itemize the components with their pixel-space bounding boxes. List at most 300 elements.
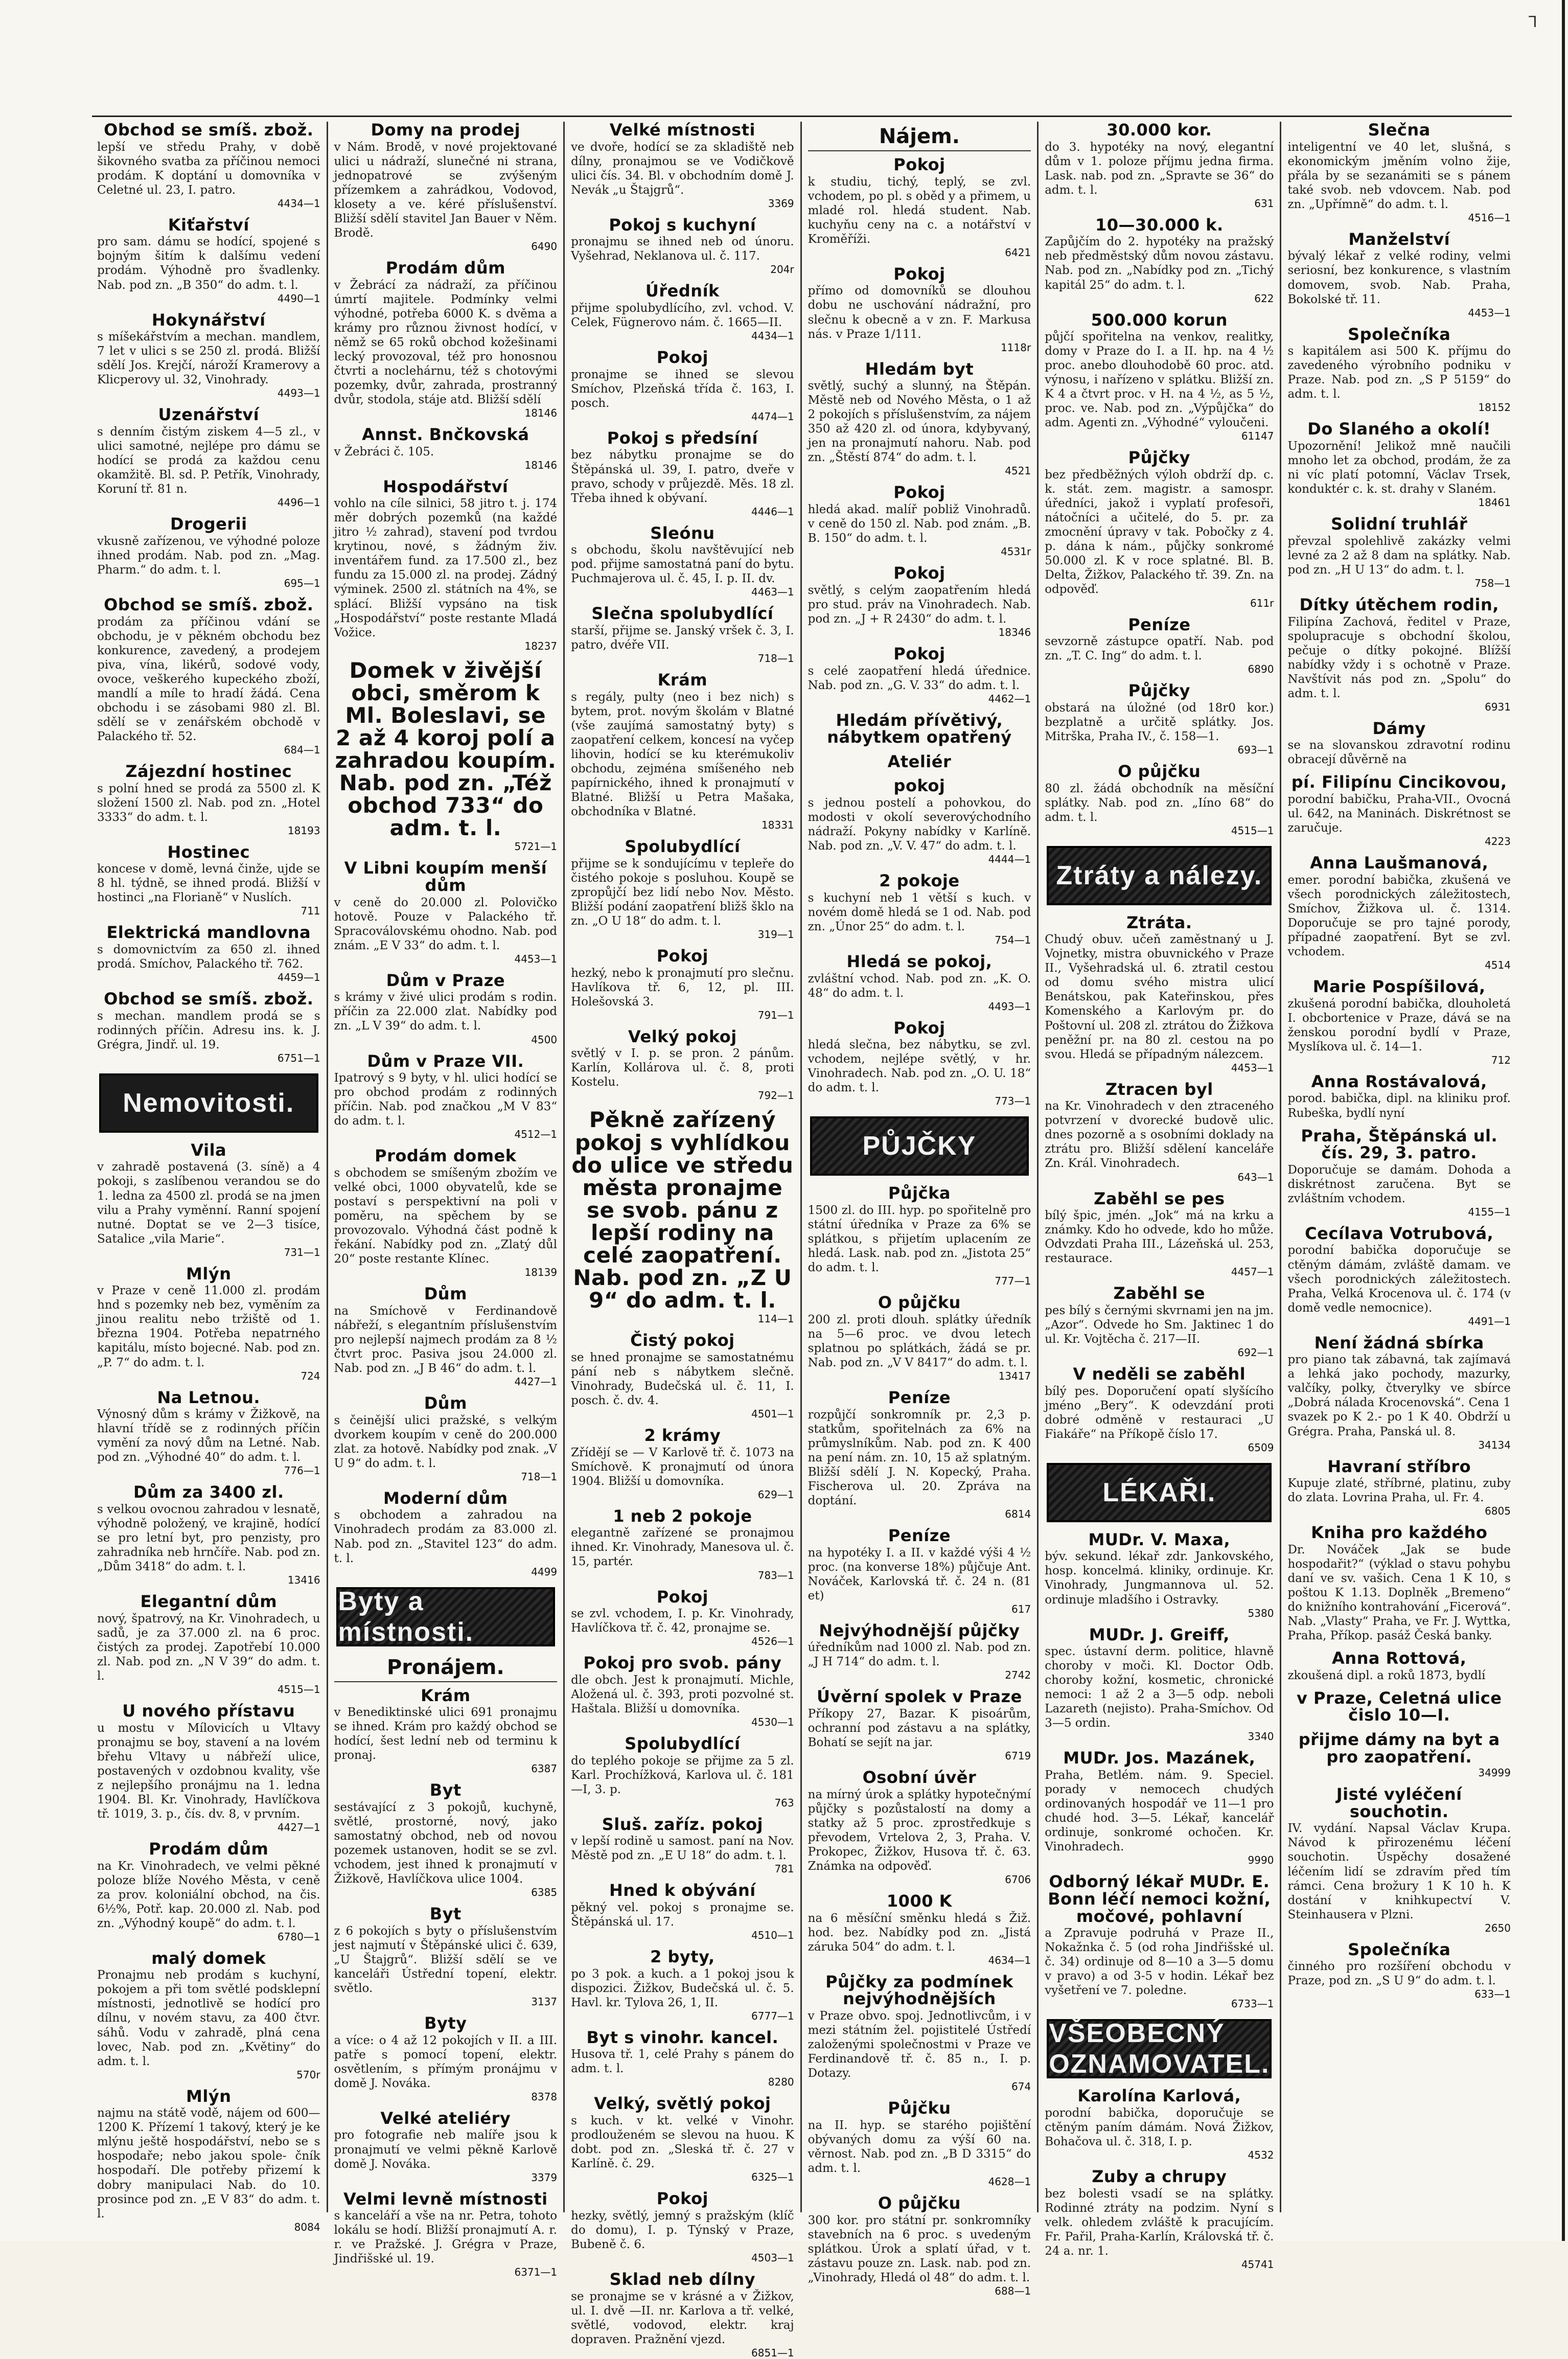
classified-ad: [808, 777, 1031, 865]
ad-body: zkoušená dipl. a roků 1873, bydlí: [1287, 1668, 1486, 1682]
ad-title: Kiťařství: [168, 215, 249, 235]
classified-ad: [808, 646, 1031, 705]
ad-title: Dámy: [1372, 718, 1426, 738]
ad-code: 763: [774, 1796, 794, 1809]
ad-title: Spolubydlící: [625, 1733, 741, 1753]
ad-body: v Žebráci č. 105.: [334, 445, 434, 459]
ad-body: přímo od domovníků se dlouhou dobu ne uschování nádražní, pro slečnu k obecně a v zn. F. Markusa nás. v Praze 1/111.: [808, 284, 1031, 341]
classified-ad: [1045, 763, 1274, 837]
ad-title: 1000 K: [886, 1891, 952, 1911]
section-banner: Nemovitosti.: [99, 1073, 318, 1133]
ad-code: 4496—1: [277, 496, 320, 509]
classified-ad: [334, 478, 558, 652]
classified-ad: [808, 361, 1031, 477]
ad-code: 4521: [1005, 465, 1031, 477]
ad-code: 4493—1: [988, 1000, 1031, 1013]
classified-ad: [571, 1949, 794, 2022]
ad-body: Husova tř. 1, celé Prahy s pánem do adm. t. l.: [571, 2048, 794, 2076]
ad-title: Peníze: [1128, 614, 1191, 634]
ad-title: Hledám přívětivý, nábytkem opatřený: [827, 710, 1012, 747]
ad-title: 2 pokoje: [879, 871, 960, 891]
ad-body: zkušená porodní babička, dlouholetá I. obcbortenice v Praze, dává se na ženskou porodní bydlí v Praze, Myslíkova ul. č. 14—1.: [1287, 997, 1511, 1053]
ad-body: porod. babička, dipl. na kliniku prof. Rubeška, bydlí nyní: [1287, 1092, 1511, 1120]
ad-title: Ztráta.: [1126, 912, 1192, 932]
ad-title: Velký pokoj: [628, 1026, 737, 1046]
ad-body: porodní babička doporučuje se ctěným dámám, zvláště damam. ve všech porodnických záležitostech. Praha, Velká Krocenova ul. č. 174 (v domě vedle nemocnice).: [1287, 1244, 1511, 1315]
ad-title: Zuby a chrupy: [1092, 2167, 1227, 2187]
ad-code: 6509: [1248, 1441, 1274, 1454]
classified-ad: [1045, 2168, 1274, 2271]
ad-code: 34134: [1478, 1438, 1511, 1451]
ad-code: 4155—1: [1468, 1205, 1511, 1218]
ad-title: Úředník: [645, 281, 720, 301]
classified-ad: [1045, 312, 1274, 443]
ad-title: Dům v Praze VII.: [367, 1051, 524, 1071]
classified-ad: [1287, 594, 1511, 713]
ad-title: Pokoj: [656, 2189, 709, 2209]
ad-title: MUDr. J. Greiff,: [1089, 1624, 1230, 1644]
column-2: [327, 120, 564, 2279]
ad-title: Dům: [424, 1393, 467, 1413]
ad-code: 617: [1011, 1602, 1031, 1615]
section-banner: PŮJČKY: [810, 1116, 1029, 1176]
ad-code: 6780—1: [277, 1930, 320, 1943]
ad-code: 631: [1254, 197, 1274, 210]
ad-title: Dům za 3400 zl.: [133, 1482, 284, 1502]
classified-ad: [808, 565, 1031, 638]
ad-code: 204r: [770, 263, 794, 276]
ad-code: 4474—1: [751, 410, 794, 423]
column-5: [1037, 120, 1280, 2271]
ad-body: s krámy v živé ulici prodám s rodin. příčin za 22.000 zlat. Nabídky pod zn. „L V 39“ do adm. t. l.: [334, 991, 558, 1033]
ad-body: bez bolesti vsadí se na splátky. Rodinné ztráty na podzim. Nyní s velk. ohledem zvláště k pracujícím. Fr. Pařil, Praha-Karlín, Královská tř. č. 24 a. nr. 1.: [1045, 2187, 1274, 2258]
ad-code: 4462—1: [988, 692, 1031, 705]
ad-body: Chudý obuv. učeň zaměstnaný u J. Vojnetky, mistra obuvnického v Praze II., Vyšehradská ul. 6. ztratil cestou od domu svého mistra ulicí Benátskou, pak Kateřinskou, přes Komenského a Karlovým pr. do Poštovní ul. 208 zl. ztrátou do Žižkova peněžní pr. na 80 zl. cestou na po svou. Hledá se případným nálezcem.: [1045, 933, 1274, 1061]
ad-title: U nového přístavu: [122, 1701, 295, 1721]
classified-ad: [571, 672, 794, 831]
ad-body: zvláštní vchod. Nab. pod zn. „K. O. 48“ do adm. t. l.: [808, 972, 1031, 1000]
ad-title: Jisté vyléčení souchotin.: [1336, 1784, 1462, 1821]
ad-code: 4446—1: [751, 505, 794, 518]
ad-code: 6751—1: [277, 1051, 320, 1064]
ad-body: půjčí spořitelna na venkov, realitky, domy v Praze do I. a II. hp. na 4 ½ proc. anebo dlouhodobě 60 proc. atd. výnosu, i nařízeno v splátku. Bližší zn. K 4 a čtvrt proc. v H. na 4 ½, as 5 ½, proc. ve. Nab. pod zn. „Výpůjčka“ do adm. Agenti zn. „Výhodné“ vyloučeni.: [1045, 330, 1274, 430]
ad-code: 2650: [1485, 1921, 1511, 1934]
ad-title: 30.000 kor.: [1106, 120, 1212, 140]
classified-ad: [571, 838, 794, 941]
ad-title: Anna Rostávalová,: [1311, 1071, 1487, 1091]
ad-code: 4453—1: [1468, 306, 1511, 319]
ad-title: Moderní dům: [383, 1488, 508, 1508]
ad-title: Velké ateliéry: [380, 2108, 511, 2128]
ad-title: Byt: [429, 1904, 462, 1924]
ad-body: s regály, pulty (neo i bez nich) s bytem, prot. novým školám v Blatné (vše zaujímá samostatný byty) s zaopatření celkem, koncesí na vyčep lihovin, hodící se ku kterémukoliv obchodu, zejména smíšeného neb papírnického, ihned k pronajmutí v Blatné. Bližší u Petra Mašaka, obchodníka v Blatné.: [571, 690, 794, 819]
classified-ad: [808, 753, 1031, 771]
ad-title: Obchod se smíš. zbož.: [104, 594, 314, 614]
ad-body: ve dvoře, hodící se za skladiště neb dílny, pronajmou se ve Vodičkově ulici čís. 34. Bl. v obchodním domě J. Nevák „u Štajgrů“.: [571, 140, 794, 197]
classified-ad: [1045, 1873, 1274, 2010]
ad-code: 570r: [296, 2068, 320, 2081]
ad-code: 13416: [287, 1574, 320, 1587]
classified-ad: [571, 2271, 794, 2359]
ad-body: světlý, s celým zaopatřením hledá pro stud. práv na Vinohradech. Nab. pod zn. „J + R 2430“ do adm. t. l.: [808, 583, 1031, 626]
ad-body: světlý, suchý a slunný, na Štěpán. Městě neb od Nového Města, o 1 až 2 pokojích s příslušenstvím, za nájem 350 až 420 zl. od února, kdybyvaný, jen na pronajmutí nahoru. Nab. pod zn. „Štěstí 874“ do adm. t. l.: [808, 379, 1031, 465]
ad-title: Marie Pospíšilová,: [1312, 977, 1486, 997]
ad-title: Půjčky: [1128, 448, 1190, 468]
ad-title: Annst. Bnčkovská: [362, 424, 529, 444]
ad-code: 773—1: [995, 1095, 1031, 1108]
ad-body: sestávající z 3 pokojů, kuchyně, světlé, prostorné, nový, jako samostatný obchod, neb od novou pozemek ustanoven, hodit se se zvl. vchodem, jest ihned k pronajmutí v Žižkově, Havlíčkova ulice 1004.: [334, 1800, 558, 1886]
ad-body: v lepší rodině u samost. paní na Nov. Městě pod zn. „E U 18“ do adm. t. l.: [571, 1835, 794, 1863]
ad-title: MUDr. V. Maxa,: [1088, 1529, 1231, 1549]
section-banner: LÉKAŘI.: [1047, 1463, 1272, 1522]
ad-code: 6719: [1005, 1750, 1031, 1762]
ad-body: obstará na úložné (od 18r0 kor.) bezplatně a určitě splátky. Jos. Mitrška, Praha IV., č. 158—1.: [1045, 701, 1274, 743]
classified-ad: [97, 1266, 320, 1382]
ad-code: 695—1: [284, 577, 320, 589]
classified-ad: [334, 2110, 558, 2184]
ad-code: 611r: [1250, 597, 1274, 609]
ad-body: na mírný úrok a splátky hypotečnýmí půjčky s pozůstalostí na domy a statky až 5 proc. zprostředkuje s převodem, Vrtelova 2, 3, Praha. V. Prokopec, Žižkov, Husova tř. č. 63. Známka na odpověď.: [808, 1788, 1031, 1873]
ad-body: se zvl. vchodem, I. p. Kr. Vinohrady, Havlíčkova tř. č. 42, pronajme se.: [571, 1607, 794, 1635]
ad-code: 4514: [1485, 959, 1511, 972]
ad-body: pro sam. dámu se hodící, spojené s bojným šitím k dalšímu vedení prodám. Výhodně pro švadlenky. Nab. pod zn. „B 350“ do adm. t. l.: [97, 235, 320, 292]
ad-body: Upozornění! Jelikož mně naučili mnoho let za obchod, prodám, že za ni víc platí potomní, Václav Trsek, konduktér c. k. st. drahy v Slaném.: [1287, 439, 1511, 496]
ad-title: V neděli se zaběhl: [1073, 1364, 1246, 1384]
ad-body: v ceně do 20.000 zl. Polovičko hotově. Pouze v Palackého tř. Spracoválovskému ohodno. Nab. pod znám. „E V 33“ do adm. t. l.: [334, 896, 558, 952]
classified-ad: [97, 1841, 320, 1943]
ad-title: Cecílava Votrubová,: [1305, 1223, 1494, 1243]
classified-ad: [1287, 1941, 1511, 2001]
ad-body: najmu na státě vodě, nájem od 600—1200 K. Přízemí 1 takový, který je ke mlýnu ještě hospodářství, nebo se s hospodaře; nebo jakou spole- čník hospodaří. Dle potřeby přizemí k dobry manipulaci Nab. do 10. prosince pod zn. „E V 83“ do adm. t. l.: [97, 2106, 320, 2220]
classified-ad: [571, 1332, 794, 1420]
ad-code: 4510—1: [751, 1929, 794, 1942]
ad-code: 4493—1: [277, 387, 320, 400]
classified-ad: [808, 2100, 1031, 2188]
ad-code: 688—1: [995, 2284, 1031, 2297]
classified-ad: [571, 1589, 794, 1648]
ad-title: Pěkně zařízený pokoj s vyhlídkou do ulice ve středu města pronajme se svob. pánu z lepší rodiny na celé zaopatření. Nab. pod zn. „Z U 9“ do adm. t. l.: [571, 1107, 794, 1313]
ad-title: Prodám dům: [149, 1839, 269, 1859]
classified-ad: [808, 1527, 1031, 1615]
ad-title: Velké místnosti: [609, 120, 755, 140]
classified-ad: [334, 1490, 558, 1578]
ad-title: Pokoj: [656, 946, 709, 966]
ad-code: 4223: [1485, 835, 1511, 848]
classified-ad: [1287, 1786, 1511, 1934]
classified-ad: [1287, 1650, 1511, 1683]
ad-body: s celé zaopatření hledá úřednice. Nab. pod zn. „G. V. 33“ do adm. t. l.: [808, 664, 1031, 692]
classified-ad: [571, 122, 794, 210]
ad-title: Krám: [421, 1685, 471, 1705]
classified-ad: [97, 1703, 320, 1834]
classified-ad: [571, 525, 794, 599]
ad-title: Zaběhl se pes: [1094, 1188, 1225, 1208]
ad-title: Na Letnou.: [157, 1387, 261, 1407]
ad-code: 777—1: [995, 1275, 1031, 1288]
ad-body: v Nám. Brodě, v nové projektované ulici u nádraží, slunečné ni strana, jednopatrové se zvýšeným přízemkem a zahrádkou, Vodovod, klosety a ve. kéré příslušenství. Bližší sdělí stavitel Jan Bauer v Něm. Brodě.: [334, 140, 558, 240]
classified-ad: [1045, 217, 1274, 305]
ad-code: 731—1: [284, 1246, 320, 1258]
ad-body: bývalý lékař z velké rodiny, velmi seriosní, bez konkurence, s vlastním domovem, svob. Nab. Praha, Bokolské tř. 11.: [1287, 249, 1511, 306]
ad-body: na Smíchově v Ferdinandově nábřeží, s elegantním příslušenstvím pro nejlepší najmech prodám za 8 ½ čtvrt proc. Pasiva jsou 24.000 zl. Nab. pod zn. „J B 46“ do adm. t. l.: [334, 1304, 558, 1375]
classified-ad: [97, 763, 320, 837]
classified-ad: [1287, 516, 1511, 589]
ad-title: Obchod se smíš. zbož.: [104, 120, 314, 140]
ad-body: v Praze v ceně 11.000 zl. prodám hnd s pozemky neb bez, vyměním za jinou realitu nebo tržiště od 1. března 1904. Potřeba nepatrného kapitálu, místo bojecné. Nab. pod zn. „P. 7“ do adm. t. l.: [97, 1284, 320, 1369]
ad-code: 724: [301, 1369, 320, 1382]
ad-body: pronajmu se ihned neb od únoru. Vyšehrad, Neklanova ul. č. 117.: [571, 235, 794, 263]
ad-body: emer. porodní babička, zkušená ve všech porodnických záležitostech, Smíchov, Žižkova ul. č. 1314. Doporučuje se pro tajné porody, případné zaopatření. Byt se zvl. vchodem.: [1287, 873, 1511, 959]
ad-code: 8378: [531, 2090, 558, 2103]
ad-title: Manželství: [1348, 229, 1450, 249]
ad-body: na Kr. Vinohradech v den ztraceného potvrzení v dvorecké budově ulic. dnes pozorně a s osobními doklady na ztrátu pro. Bližší sdělení kanceláře Zn. Král. Vinohradech.: [1045, 1100, 1274, 1171]
classified-ad: [571, 217, 794, 276]
classified-ad: [808, 873, 1031, 946]
ad-code: 4490—1: [277, 292, 320, 305]
ad-body: s domovnictvím za 650 zl. ihned prodá. Smíchov, Palackého tř. 762.: [97, 943, 320, 971]
ad-body: pro piano tak zábavná, tak zajímavá a lehká jako pochody, mazurky, valčíky, polky, čtverylky ve sbírce „Dobrá nálada Krocenovská“. Cena 1 svazek po K 2.- po 1 K 40. Obdrží u Grégra. Praha, Panská ul. 8.: [1287, 1353, 1511, 1438]
classified-ad: [334, 1687, 558, 1775]
classified-ad: [1045, 2088, 1274, 2161]
ad-body: Zapůjčím do 2. hypotéky na pražský neb předměstský dům novou zástavu. Nab. pod zn. „Nabídky pod zn. „Tichý kapitál 25“ do adm. t. l.: [1045, 235, 1274, 292]
classified-ad: [571, 1816, 794, 1875]
classified-ad: [808, 1622, 1031, 1682]
ad-code: 6371—1: [514, 2266, 558, 2279]
ad-code: 6805: [1485, 1505, 1511, 1518]
classified-ad: [334, 1148, 558, 1278]
ad-code: 3137: [531, 1996, 558, 2008]
classified-ad: [97, 991, 320, 1064]
ad-title: v Praze, Celetná ulice čislo 10—I.: [1296, 1688, 1502, 1725]
classified-ad: [1287, 1073, 1511, 1120]
ad-code: 643—1: [1237, 1171, 1274, 1183]
ad-title: Peníze: [888, 1525, 951, 1545]
classified-ad: [97, 312, 320, 400]
ad-title: přijme dámy na byt a pro zaopatření.: [1298, 1730, 1500, 1767]
ad-body: s kuch. v kt. velké v Vinohr. prodlouženém se slevou na huou. K dobt. pod zn. „Sleská tř. č. 27 v Karlíně. č. 29.: [571, 2114, 794, 2171]
ad-body: Filipína Zachová, ředitel v Praze, spolupracuje s obchodní školou, pečuje o dítky pokojné. Blížší nabídky vždy i s ochotně v Praze. Navštívit nás pod zn. „Spolu“ do adm. t. l.: [1287, 615, 1511, 700]
ad-body: Doporučuje se damám. Dohoda a diskrétnost zaručena. Byt se zvláštním vchodem.: [1287, 1163, 1511, 1205]
classified-ad: [1287, 326, 1511, 414]
ad-code: 45741: [1241, 2258, 1274, 2271]
ad-body: se pronajme se v krásné a v Žižkov, ul. I. dvě —II. nr. Karlova a tř. velké, světlé, vodovod, elektr. kraj dopraven. Pražnění vjezd.: [571, 2289, 794, 2346]
classified-ad: [97, 516, 320, 589]
ad-body: vkusně zařízenou, ve výhodné poloze ihned prodám. Nab. pod zn. „Mag. Pharm.“ do adm. t. l.: [97, 534, 320, 577]
ad-title: Pokoj: [893, 1018, 946, 1038]
column-1: [91, 120, 327, 2233]
classified-ad: [808, 1020, 1031, 1108]
ad-body: 80 zl. žádá obchodník na měsíční splátky. Nab. pod zn. „Iíno 68“ do adm. t. l.: [1045, 782, 1274, 824]
ad-title: Praha, Štěpánská ul. čís. 29, 3. patro.: [1301, 1126, 1498, 1163]
ad-title: Odborný lékař MUDr. E. Bonn léčí nemoci kožní, močové, pohlavní: [1048, 1872, 1271, 1926]
ad-body: Výnosný dům s krámy v Žižkově, na hlavní třídě se z rodinných příčin vymění za nový dům na Letné. Nab. pod zn. „Výhodné 40“ do adm. t. l.: [97, 1408, 320, 1464]
ad-body: spec. ústavní derm. politice, hlavně choroby v moči. Kl. Doctor Odb. choroby kožní, kosmetic, chronické nemoci: 1 až 2 a 3—5 odp. neboli Lazareth (nejisto). Praha-Smíchov. Od 3—5 ordin.: [1045, 1645, 1274, 1730]
classified-ad: [1045, 1190, 1274, 1278]
ad-code: 4463—1: [751, 586, 794, 599]
ad-body: pro fotografie neb malíře jsou k pronajmutí ve velmi pěkně Karlově domě J. Nováka.: [334, 2128, 558, 2171]
ad-title: V Libni koupím menší dům: [344, 858, 547, 895]
ad-code: 4499: [531, 1565, 558, 1578]
ad-title: Společníka: [1348, 324, 1451, 344]
ad-body: s kuchyní neb 1 větší s kuch. v novém domě hledá se 1 od. Nab. pod zn. „Únor 25“ do adm. t. l.: [808, 891, 1031, 933]
ad-body: z 6 pokojích s byty o příslušenstvím jest najmutí v Štěpánské ulici č. 639, „U Štajgrů“. Bližší sdělí se ve kanceláři Ústřední topení, elektr. světlo.: [334, 1924, 558, 1996]
ad-body: a více: o 4 až 12 pokojích v II. a III. patře s pomocí topení, elektr. osvětlením, s přímým pronájmu v domě J. Nováka.: [334, 2033, 558, 2090]
classified-ad: [334, 1395, 558, 1483]
ad-body: a Zpravuje podruhá v Praze II., Nokažnka č. 5 (od roha Jindřišské ul. č. 34) ordinuje od 8—10 a 3—5 domu v pravo) a od 3-5 v hodin. Lékař bez vyšetření ve 7. poledne.: [1045, 1927, 1274, 1998]
classified-ad: [808, 266, 1031, 354]
classified-ad: [808, 1185, 1031, 1287]
ad-code: 4501—1: [751, 1408, 794, 1421]
ad-title: Dům: [424, 1284, 467, 1304]
ad-body: na hypotéky I. a II. v každé výši 4 ½ proc. (na konverse 18%) půjčuje Ant. Nováček, Karlovská tř. č. 24 n. (81 et): [808, 1546, 1031, 1602]
ad-body: pes bílý s černými skvrnami jen na jm. „Azor“. Odvede ho Sm. Jaktinec 1 do ul. Kr. Vojtěcha č. 217—II.: [1045, 1303, 1274, 1346]
ad-title: Peníze: [888, 1388, 951, 1408]
ad-body: s čeinější ulici pražské, s velkým dvorkem koupím v ceně do 200.000 zlat. za hotově. Nabídky pod znak. „V U 9“ do adm. t. l.: [334, 1413, 558, 1470]
ad-code: 711: [301, 905, 320, 918]
ad-body: Dr. Nováček „Jak se bude hospodařit?“ (výklad o stavu pohybu daní ve sv. vašich. Cena 1 K 10, s poštou K 1.13. Doplněk „Bremeno“ do knižního kontrahování „Ficerová“. Nab. „Vlasty“ Praha, ve Fr. J. Wyttka, Praha, Příkop. pasáž Česká banky.: [1287, 1543, 1511, 1643]
ad-body: pronajme se ihned se slevou Smíchov, Plzeňská třída č. 163, I. posch.: [571, 368, 794, 410]
top-rule: [92, 116, 1512, 117]
ad-body: 1500 zl. do III. hyp. po spořitelně pro státní úředníka v Praze za 6% se splátkou, s přijetím uplacením ze hledá. Lask. nab. pod zn. „Jistota 25“ do adm. t. l.: [808, 1204, 1031, 1275]
ad-title: Karolína Karlová,: [1077, 2086, 1241, 2106]
ad-code: 6851—1: [751, 2346, 794, 2359]
ad-code: 6777—1: [751, 2009, 794, 2022]
ad-title: 2 krámy: [644, 1426, 721, 1446]
classified-ad: [1045, 616, 1274, 676]
classified-ad: [571, 605, 794, 665]
ad-title: Pokoj s předsíní: [607, 428, 758, 448]
ad-code: 4427—1: [277, 1821, 320, 1834]
ad-title: Pokoj: [656, 348, 709, 368]
ad-body: přijme spolubydlícího, zvl. vchod. V. Celek, Fügnerovo nám. č. 1665—II.: [571, 302, 794, 330]
ad-title: Půjčky za podmínek nejvýhodnějších: [825, 1972, 1013, 2009]
ad-code: 319—1: [757, 928, 794, 941]
ad-body: Příkopy 27, Bazar. K pisoárům, ochranní pod zástavu a na splátky, Bohatí se sejít na jar.: [808, 1707, 1031, 1750]
classified-ad: [571, 1508, 794, 1582]
ad-body: porodní babička, doporučuje se ctěným paním dámám. Nová Žižkov, Bohačova ul. č. 318, I. p.: [1045, 2106, 1274, 2149]
ad-code: 1118r: [1001, 341, 1031, 354]
ad-title: MUDr. Jos. Mazánek,: [1063, 1748, 1256, 1768]
ad-title: Úvěrní spolek v Praze: [816, 1687, 1022, 1707]
ad-code: 18331: [762, 819, 794, 832]
ad-body: bez nábytku pronajme se do Štěpánská ul. 39, I. patro, dveře v pravo, schody v průjezdě. Měs. 18 zl. Třeba ihned k obývaní.: [571, 448, 794, 505]
ad-body: v Benediktinské ulici 691 pronajmu se ihned. Krám pro každý obchod se hodící, šest lední neb od terminu k pronaj.: [334, 1706, 558, 1762]
ad-body: Pronajmu neb prodám s kuchyní, pokojem a při tom světlé podsklepní místnosti, jednotlivě se hodící pro dílnu, v novém stavu, za 400 čtvr. sáhů. Vodu v zahradě, plná cena lovec, Nab. pod zn. „Květiny“ do adm. t. l.: [97, 1968, 320, 2068]
classified-ad: [808, 1893, 1031, 1966]
classified-ad: [808, 1294, 1031, 1382]
ad-title: 500.000 korun: [1091, 310, 1228, 330]
classified-ad: [1045, 1285, 1274, 1359]
ad-body: hezký, nebo k pronajmutí pro slečnu. Havlíkova tř. 6, 12, pl. III. Holešovská 3.: [571, 966, 794, 1009]
classified-ad: [334, 1782, 558, 1898]
ad-code: 792—1: [757, 1089, 794, 1102]
classified-ad: [334, 1906, 558, 2008]
ad-body: s jednou postelí a pohovkou, do modosti v okolí severovýchodního nádraží. Pokyny nabídky v Karlíně. Nab. pod zn. „V. V. 47“ do adm. t. l.: [808, 796, 1031, 853]
ad-title: Slečna spolubydlící: [591, 604, 774, 624]
classified-ad: [97, 844, 320, 918]
ad-title: Solidní truhlář: [1331, 514, 1468, 534]
ad-title: Anna Rottová,: [1332, 1648, 1467, 1668]
ad-title: Mlýn: [186, 1264, 232, 1284]
ad-title: O půjčku: [878, 1293, 961, 1313]
ad-title: Pokoj: [893, 483, 946, 502]
ad-title: Půjčku: [888, 2098, 951, 2118]
ad-code: 4503—1: [751, 2251, 794, 2264]
ad-body: hledá akad. malíř pobliž Vinohradů. v ceně do 150 zl. Nab. pod znám. „B. B. 150“ do adm. t. l.: [808, 503, 1031, 545]
ad-title: Pokoj pro svob. pány: [583, 1653, 782, 1673]
classified-ad: [97, 1389, 320, 1477]
ad-body: koncese v domě, levná činže, ujde se 8 hl. týdně, se ihned prodá. Bližší v hostinci „na Florianě“ v Nuslích.: [97, 862, 320, 905]
section-heading: Nájem.: [808, 125, 1031, 151]
classified-ad: [1287, 1690, 1511, 1724]
ad-title: Pokoj: [893, 264, 946, 284]
classified-ad: [1287, 1225, 1511, 1327]
ad-code: 4634—1: [988, 1954, 1031, 1966]
ad-code: 622: [1254, 292, 1274, 305]
ad-code: 114—1: [757, 1313, 794, 1325]
ad-code: 18346: [998, 626, 1031, 638]
classified-ad: [571, 349, 794, 423]
ad-body: s obchodem a zahradou na Vinohradech prodám za 83.000 zl. Nab. pod zn. „Stavitel 123“ do adm. t. l.: [334, 1508, 558, 1565]
column-6: [1280, 122, 1517, 2212]
section-banner: Byty a místnosti.: [336, 1587, 556, 1646]
ad-body: bílý pes. Doporučení opatí slyšícího jméno „Bery“. K odevzdání proti dobré odměně v restauraci „U Fiakáře“ na Příkopě číslo 17.: [1045, 1384, 1274, 1441]
ad-body: rozpůjčí sonkromník pr. 2,3 p. statkům, spořitelnách za 6% na průmyslníkům. Nab. pod zn. K 400 na pení nám. zn. 10, 15 až splatným. Bližší sdělí J. N. Kopecký, Praha. Fischerova ul. 20. Zpráva na doptání.: [808, 1408, 1031, 1507]
ad-body: v Žebrácí za nádraží, za příčinou úmrtí majitele. Podmínky velmi výhodné, potřeba 6000 K. s dvěma a krámy pro různou živnost hodící, v němž se 65 roků obchod kožešinami lecký provozoval, též pro honosnou čtvrti a noclehárnu, též s chotovými pozemky, dvůr, zahrada, prostranný dvůr, stodola, stáje atd. Bližší sdělí: [334, 278, 558, 406]
classified-ad: [334, 1286, 558, 1388]
ad-body: s kanceláří a vše na nr. Petra, tohoto lokálu se hodí. Bližší pronajmutí A. r. r. ve Pražské. J. Grégra v Praze, Jindřišské ul. 19.: [334, 2209, 558, 2266]
ad-body: 300 kor. pro státní pr. sonkromníky stavebních na 6 proc. s uvedeným splátkou. Úrok a splatí úřad, v t. zástavu pouze zn. Lask. nab. pod zn. „Vinohrady, Hledá ol 48“ do adm. t. l.: [808, 2213, 1031, 2284]
ad-columns: [91, 120, 1517, 2359]
ad-code: 2742: [1005, 1669, 1031, 1682]
ad-code: 18461: [1478, 496, 1511, 509]
ad-code: 4512—1: [514, 1128, 558, 1141]
classified-ad: [1045, 1366, 1274, 1454]
classified-ad: [1287, 1731, 1511, 1779]
ad-title: Havraní stříbro: [1327, 1456, 1471, 1476]
ad-code: 3369: [768, 197, 794, 210]
classified-ad: [571, 2190, 794, 2264]
classified-ad: [1045, 1081, 1274, 1183]
ad-title: Mlýn: [186, 2086, 232, 2106]
classified-ad: [808, 1389, 1031, 1520]
classified-ad: [97, 1593, 320, 1696]
ad-code: 3340: [1248, 1730, 1274, 1743]
ad-title: Prodám dům: [385, 258, 505, 278]
classified-ad: [808, 484, 1031, 558]
ad-body: na II. hyp. se starého pojištění obývaných domu za výší 60 na. věrnost. Nab. pod zn. „B D 3315“ do adm. t. l.: [808, 2118, 1031, 2175]
ad-body: Praha, Betlém. nám. 9. Speciel. porady v nemocech chudých ordinovaných hospodář ve 11—1 pro chudé hod. 3—5. Lékař, kancelář ordinuje, sonkromé ochočen. Kr. Vinohradech.: [1045, 1769, 1274, 1854]
ad-body: sevzorně zástupce opatří. Nab. pod zn. „T. C. Ing“ do adm. t. l.: [1045, 635, 1274, 663]
ad-body: lepší ve středu Prahy, v době šikovného svatba za příčinou nemoci prodám. K doptání u domovníka v Celetné ul. 23, I. patro.: [97, 140, 320, 197]
classified-ad: [334, 2015, 558, 2103]
ad-title: Hledá se pokoj,: [846, 951, 993, 971]
ad-title: Hostinec: [167, 842, 250, 862]
ad-body: s mechan. mandlem prodá se s rodinných příčin. Adresu ins. k. J. Grégra, Jindř. ul. 19.: [97, 1009, 320, 1051]
ad-code: 6387: [531, 1762, 558, 1775]
ad-title: Zájezdní hostinec: [125, 761, 292, 781]
ad-code: 776—1: [284, 1464, 320, 1477]
classified-ad: [571, 1109, 794, 1325]
ad-code: 4531r: [1001, 545, 1031, 558]
classified-ad: [1287, 1128, 1511, 1218]
ad-title: Anna Laušmanová,: [1310, 853, 1489, 873]
ad-title: Zaběhl se: [1113, 1284, 1206, 1303]
classified-ad: [1045, 1624, 1274, 1743]
ad-title: Hokynářství: [151, 310, 266, 330]
ad-body: s kapitálem asi 500 K. příjmu do zavedeného výrobního podniku v Praze. Nab. pod zn. „S P 5159“ do adm. t. l.: [1287, 345, 1511, 401]
classified-ad: [571, 430, 794, 518]
